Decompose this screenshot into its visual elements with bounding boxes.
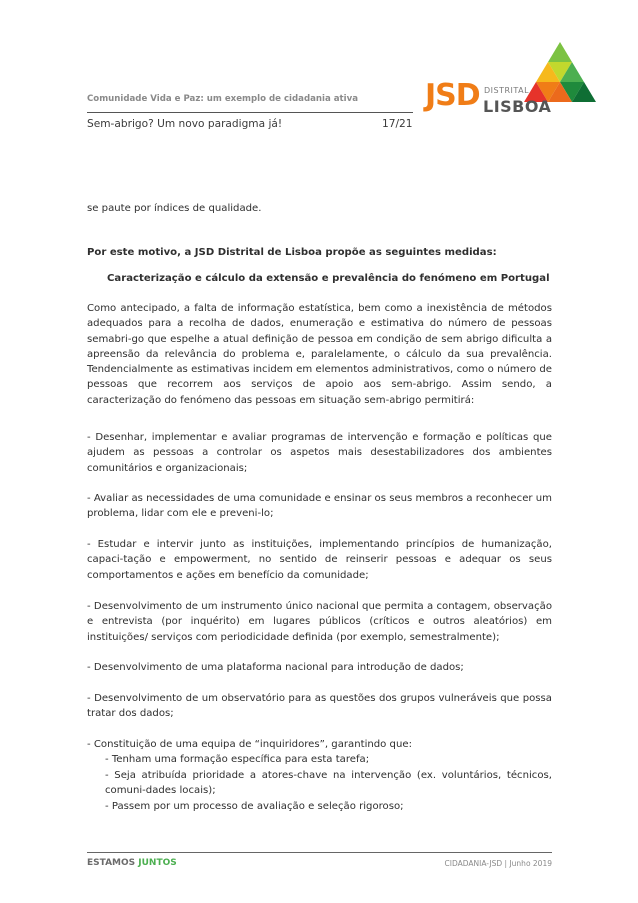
footer-slogan-b: JUNTOS <box>138 858 177 868</box>
header-rule <box>87 112 413 113</box>
sub-list-item: - Tenham uma formação específica para esta tarefa; <box>105 754 370 765</box>
section-heading: Por este motivo, a JSD Distrital de Lisboa propõe as seguintes medidas: <box>87 247 497 258</box>
logo-jsd-text: JSD <box>425 78 480 113</box>
list-item: - Desenvolvimento de um instrumento único nacional que permita a contagem, observação e entrevista (por inquérito) em lugares públicos (críticos e outros aleatórios) em instituições/ serviços com periodicidade definida (por exemplo, semestralmente); <box>87 601 552 643</box>
footer-slogan <box>87 858 177 868</box>
header-doc-title: Sem-abrigo? Um novo paradigma já! <box>87 118 283 130</box>
subsection-heading: Caracterização e cálculo da extensão e prevalência do fenómeno em Portugal <box>107 273 550 284</box>
list-item: - Desenvolvimento de um observatório para as questões dos grupos vulneráveis que possa tratar dos dados; <box>87 693 552 720</box>
header-subtitle: Comunidade Vida e Paz: um exemplo de cidadania ativa <box>87 94 359 104</box>
list-item: - Constituição de uma equipa de “inquiridores”, garantindo que: <box>87 739 412 750</box>
paragraph-main: Como antecipado, a falta de informação estatística, bem como a inexistência de métodos adequados para a recolha de dados, enumeração e estimativa do número de pessoas semabri-go que espelhe a atual definição de pessoa em condição de sem abrigo dificulta a apreensão da relevância do problema e, paralelamente, o cálculo da sua prevalência. Tendencialmente as estimativas incidem em elementos administrativos, como o número de pessoas que recorrem aos serviços de apoio aos sem-abrigo. Assim sendo, a caracterização do fenómeno das pessoas em situação sem-abrigo permitirá: <box>87 303 552 406</box>
logo-distrital-text: DISTRITAL <box>484 86 530 95</box>
list-item: - Avaliar as necessidades de uma comunidade e ensinar os seus membros a reconhecer um problema, lidar com ele e preveni-lo; <box>87 493 552 520</box>
footer-slogan-a: ESTAMOS <box>87 858 136 868</box>
footer-info: CIDADANIA-JSD | Junho 2019 <box>444 859 552 868</box>
page-number: 17/21 <box>382 118 413 130</box>
list-item: - Estudar e intervir junto as instituições, implementando princípios de humanização, capaci-tação e empowerment, no sentido de reinserir pessoas e adequar os seus comportamentos e ações em benefício da comunidade; <box>87 539 552 581</box>
list-item: - Desenhar, implementar e avaliar programas de intervenção e formação e políticas que ajudem as pessoas a controlar os aspetos mais desestabilizadores dos ambientes comunitários e organizacionais; <box>87 432 552 474</box>
jsd-lisboa-logo <box>425 40 600 120</box>
list-item: - Desenvolvimento de uma plataforma nacional para introdução de dados; <box>87 662 464 673</box>
sub-list-item: - Seja atribuída prioridade a atores-chave na intervenção (ex. voluntários, técnicos, comuni-dades locais); <box>105 770 552 797</box>
footer-rule <box>87 852 552 853</box>
paragraph-intro: se paute por índices de qualidade. <box>87 203 262 214</box>
logo-lisboa-text: LISBOA <box>483 97 552 116</box>
sub-list-item: - Passem por um processo de avaliação e seleção rigoroso; <box>105 801 404 812</box>
